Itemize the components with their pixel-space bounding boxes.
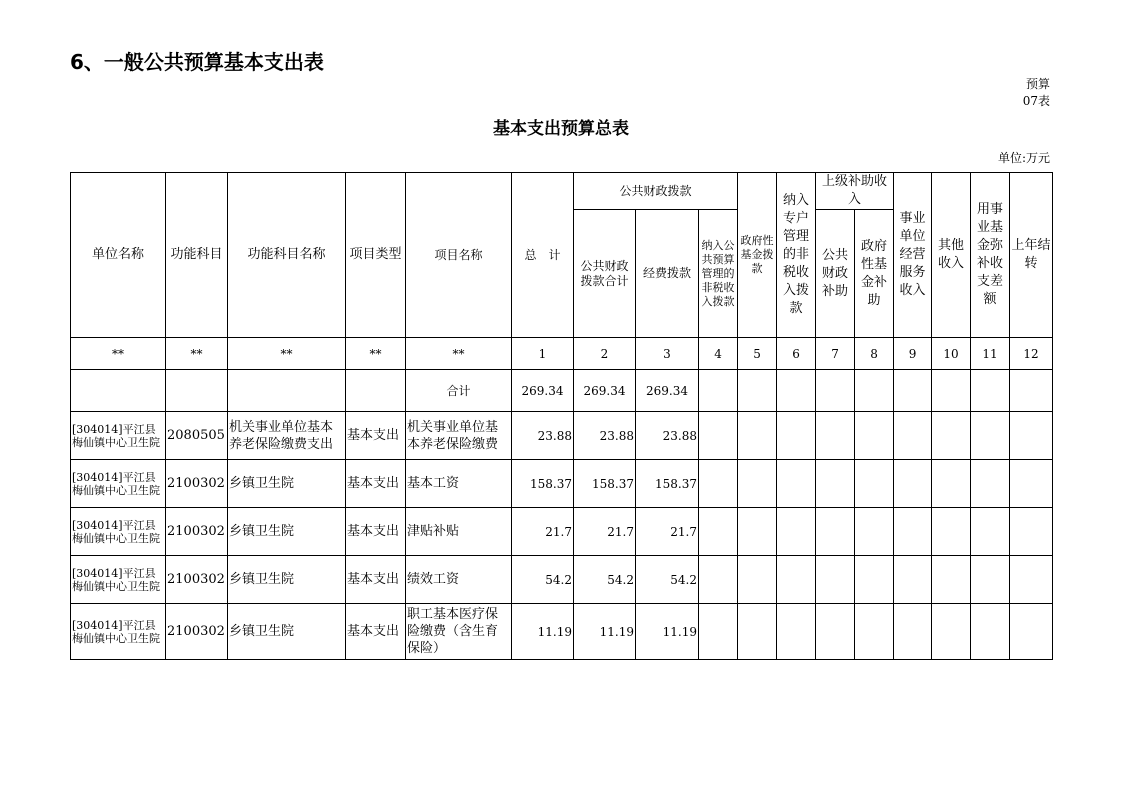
cell-type: 基本支出 (346, 556, 406, 604)
header-fund-offset: 用事业基金弥补收支差额 (971, 173, 1010, 338)
table-row (71, 556, 1053, 604)
page-heading: 6、一般公共预算基本支出表 (70, 50, 324, 74)
cell-type: 基本支出 (346, 460, 406, 508)
header-fund-appropriation: 经费拨款 (636, 210, 699, 338)
budget-table (70, 172, 1053, 660)
cell-code: 2100302 (166, 508, 228, 556)
header-public-fiscal-total: 公共财政拨款合计 (574, 210, 636, 338)
cell-public-total: 23.88 (574, 412, 636, 460)
table-row (71, 460, 1053, 508)
table-row (71, 412, 1053, 460)
index-cell: ** (71, 338, 166, 370)
sum-row (71, 370, 1053, 412)
table-title: 基本支出预算总表 (493, 119, 629, 139)
index-row (71, 338, 1053, 370)
header-other-income: 其他收入 (932, 173, 971, 338)
header-total: 总 计 (512, 173, 574, 338)
cell-code: 2100302 (166, 604, 228, 660)
index-cell: ** (228, 338, 346, 370)
header-carryover: 上年结转 (1010, 173, 1053, 338)
header-proj-name: 项目名称 (406, 173, 512, 338)
header-gov-fund-subsidy: 政府性基金补助 (855, 210, 894, 338)
header-business-income: 事业单位经营服务收入 (894, 173, 932, 338)
index-cell: 5 (738, 338, 777, 370)
cell-unit: [304014]平江县梅仙镇中心卫生院 (71, 604, 166, 660)
cell-proj: 津贴补贴 (406, 508, 512, 556)
cell-code: 2100302 (166, 460, 228, 508)
index-cell: 11 (971, 338, 1010, 370)
cell-func-name: 乡镇卫生院 (228, 556, 346, 604)
cell-fund: 21.7 (636, 508, 699, 556)
cell-total: 158.37 (512, 460, 574, 508)
index-cell: 4 (699, 338, 738, 370)
cell-fund: 11.19 (636, 604, 699, 660)
cell-total: 21.7 (512, 508, 574, 556)
index-cell: 6 (777, 338, 816, 370)
sum-total: 269.34 (512, 370, 574, 412)
cell-proj: 绩效工资 (406, 556, 512, 604)
header-special-nontax: 纳入专户管理的非税收入拨款 (777, 173, 816, 338)
index-cell: 10 (932, 338, 971, 370)
cell-proj: 基本工资 (406, 460, 512, 508)
header-public-fiscal: 公共财政拨款 (574, 173, 738, 210)
cell-func-name: 乡镇卫生院 (228, 460, 346, 508)
index-cell: 7 (816, 338, 855, 370)
cell-code: 2100302 (166, 556, 228, 604)
cell-public-total: 11.19 (574, 604, 636, 660)
form-code-line2: 07表 (1022, 94, 1050, 108)
cell-unit: [304014]平江县梅仙镇中心卫生院 (71, 460, 166, 508)
cell-func-name: 乡镇卫生院 (228, 508, 346, 556)
cell-type: 基本支出 (346, 508, 406, 556)
cell-type: 基本支出 (346, 604, 406, 660)
index-cell: ** (406, 338, 512, 370)
cell-unit: [304014]平江县梅仙镇中心卫生院 (71, 556, 166, 604)
header-upper-subsidy: 上级补助收入 (816, 173, 894, 210)
index-cell: ** (346, 338, 406, 370)
form-code (1023, 76, 1050, 110)
sum-public-total: 269.34 (574, 370, 636, 412)
index-cell: 9 (894, 338, 932, 370)
header-public-fiscal-subsidy: 公共财政补助 (816, 210, 855, 338)
sum-fund: 269.34 (636, 370, 699, 412)
cell-unit: [304014]平江县梅仙镇中心卫生院 (71, 412, 166, 460)
cell-total: 54.2 (512, 556, 574, 604)
header-gov-fund: 政府性基金拨款 (738, 173, 777, 338)
index-cell: 8 (855, 338, 894, 370)
index-cell: ** (166, 338, 228, 370)
index-cell: 2 (574, 338, 636, 370)
cell-total: 11.19 (512, 604, 574, 660)
cell-proj: 职工基本医疗保险缴费（含生育保险） (406, 604, 512, 660)
sum-label: 合计 (406, 370, 512, 412)
header-unit-name: 单位名称 (71, 173, 166, 338)
cell-fund: 23.88 (636, 412, 699, 460)
header-nontax-in-public: 纳入公共预算管理的非税收入拨款 (699, 210, 738, 338)
cell-proj: 机关事业单位基本养老保险缴费 (406, 412, 512, 460)
cell-func-name: 乡镇卫生院 (228, 604, 346, 660)
header-proj-type: 项目类型 (346, 173, 406, 338)
table-row (71, 508, 1053, 556)
cell-total: 23.88 (512, 412, 574, 460)
cell-func-name: 机关事业单位基本养老保险缴费支出 (228, 412, 346, 460)
form-code-line1: 预算 (1025, 77, 1050, 91)
cell-fund: 54.2 (636, 556, 699, 604)
index-cell: 1 (512, 338, 574, 370)
index-cell: 3 (636, 338, 699, 370)
table-row (71, 604, 1053, 660)
cell-fund: 158.37 (636, 460, 699, 508)
cell-unit: [304014]平江县梅仙镇中心卫生院 (71, 508, 166, 556)
cell-public-total: 158.37 (574, 460, 636, 508)
cell-public-total: 21.7 (574, 508, 636, 556)
cell-public-total: 54.2 (574, 556, 636, 604)
index-cell: 12 (1010, 338, 1053, 370)
cell-code: 2080505 (166, 412, 228, 460)
header-func-code: 功能科目 (166, 173, 228, 338)
unit-label: 单位:万元 (997, 151, 1050, 165)
cell-type: 基本支出 (346, 412, 406, 460)
header-func-name: 功能科目名称 (228, 173, 346, 338)
